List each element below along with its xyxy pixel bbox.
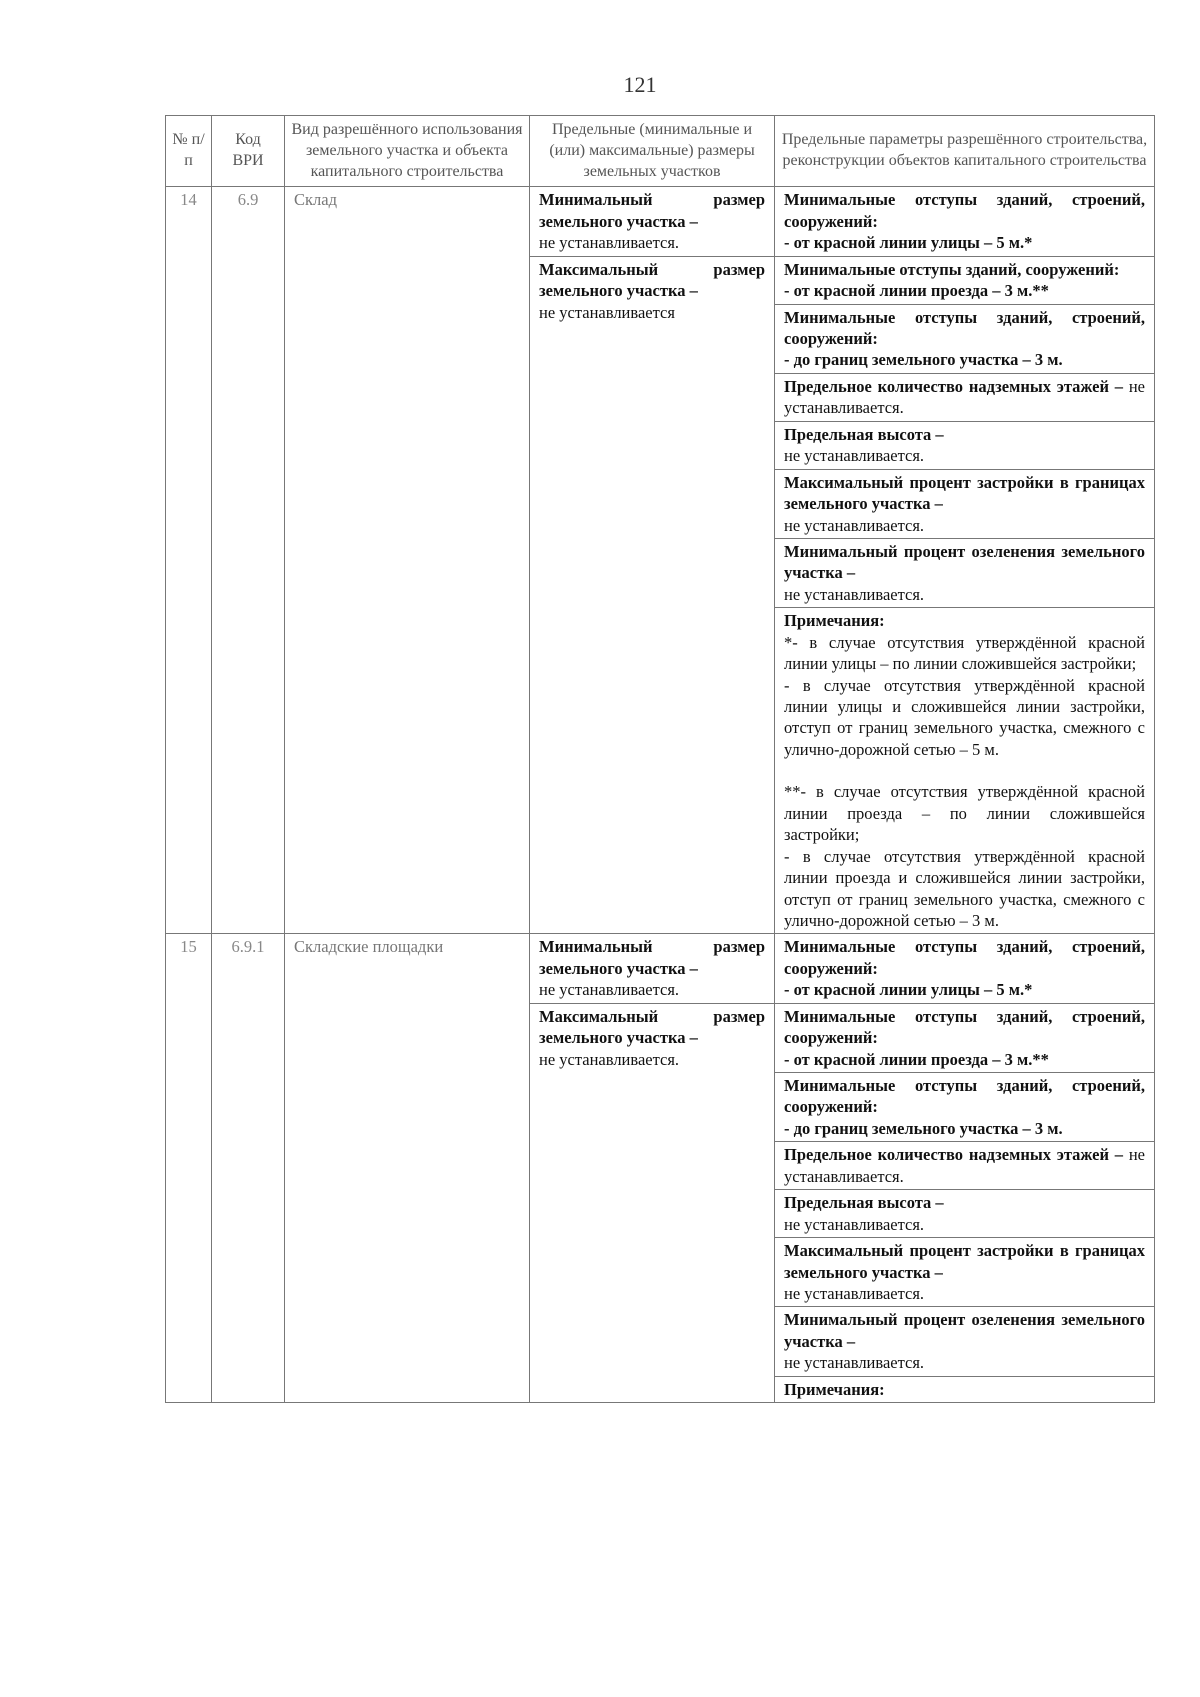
param-value: - до границ земельного участка – 3 м.: [784, 350, 1063, 370]
header-code: Код ВРИ: [212, 116, 285, 187]
param-value: не устанавливается.: [784, 446, 925, 466]
param-cell: [775, 1190, 1155, 1238]
param-label: Минимальный процент озеленения земельного участка –: [784, 541, 1145, 583]
size-value: не устанавливается.: [539, 980, 680, 1000]
row-kind: Склад: [285, 187, 530, 934]
param-value: не устанавливается.: [784, 1283, 925, 1303]
header-params: Предельные параметры разрешённого строительства, реконструкции объектов капитального строительства: [775, 116, 1155, 187]
param-value: не устанавливается.: [784, 1353, 925, 1373]
param-value: - до границ земельного участка – 3 м.: [784, 1118, 1063, 1138]
param-cell: [775, 256, 1155, 304]
size-cell: [530, 187, 775, 256]
size-cell: [530, 934, 775, 1003]
param-value: не устанавливается.: [784, 584, 925, 604]
notes-cell: [775, 1376, 1155, 1402]
note-paragraph: - в случае отсутствия утверждённой красной линии проезда и сложившейся линии застройки, отступ от границ земельного участка, смежного с улично-дорожной сетью – 3 м.: [784, 846, 1145, 930]
row-code: 6.9: [212, 187, 285, 934]
param-cell: [775, 373, 1155, 421]
header-size: Предельные (минимальные и (или) максимальные) размеры земельных участков: [530, 116, 775, 187]
size-value: не устанавливается: [539, 302, 675, 322]
note-paragraph: **- в случае отсутствия утверждённой красной линии проезда – по линии сложившейся застройки;: [784, 782, 1145, 845]
param-value: не устанавливается.: [784, 376, 1145, 418]
param-cell: [775, 421, 1155, 469]
param-cell: [775, 1142, 1155, 1190]
param-cell: [775, 469, 1155, 538]
param-cell: [775, 934, 1155, 1003]
notes-title: Примечания:: [784, 1379, 885, 1399]
row-kind: Складские площадки: [285, 934, 530, 1403]
notes-cell: [775, 608, 1155, 934]
size-label: Максимальный размер земельного участка –: [539, 259, 765, 301]
param-cell: [775, 1003, 1155, 1072]
row-code: 6.9.1: [212, 934, 285, 1403]
page-number: 121: [623, 72, 657, 97]
param-value: - от красной линии улицы – 5 м.*: [784, 233, 1033, 253]
header-kind: Вид разрешённого использования земельного участка и объекта капитального строительства: [285, 116, 530, 187]
size-label: Минимальный размер земельного участка –: [539, 190, 765, 231]
note-paragraph: - в случае отсутствия утверждённой красной линии улицы и сложившейся линии застройки, отступ от границ земельного участка, смежного с улично-дорожной сетью – 5 м.: [784, 675, 1145, 759]
regulations-table: [165, 115, 1155, 1403]
size-value: не устанавливается.: [539, 233, 680, 253]
param-value: - от красной линии проезда – 3 м.**: [784, 281, 1049, 301]
param-label: Максимальный процент застройки в границах земельного участка –: [784, 1241, 1145, 1282]
param-label: Минимальные отступы зданий, строений, сооружений:: [784, 307, 1145, 349]
row-num: 14: [166, 187, 212, 934]
param-value: - от красной линии улицы – 5 м.*: [784, 980, 1033, 1000]
param-value: не устанавливается.: [784, 1214, 925, 1234]
size-cell: [530, 1003, 775, 1402]
param-value: - от красной линии проезда – 3 м.**: [784, 1049, 1049, 1069]
size-label: Максимальный размер земельного участка –: [539, 1006, 765, 1048]
param-cell: [775, 1238, 1155, 1307]
param-label: Минимальные отступы зданий, строений, сооружений:: [784, 937, 1145, 978]
param-label: Минимальные отступы зданий, строений, сооружений:: [784, 1076, 1145, 1117]
notes-title: Примечания:: [784, 611, 885, 631]
param-label: Предельная высота –: [784, 424, 944, 444]
param-label: Минимальные отступы зданий, сооружений:: [784, 259, 1120, 279]
row-num: 15: [166, 934, 212, 1403]
param-value: не устанавливается.: [784, 1145, 1145, 1186]
param-label: Минимальный процент озеленения земельного участка –: [784, 1310, 1145, 1351]
table-row: [166, 187, 1155, 256]
param-cell: [775, 187, 1155, 256]
param-label: Предельная высота –: [784, 1193, 944, 1213]
param-cell: [775, 538, 1155, 607]
size-cell: [530, 256, 775, 934]
param-label: Предельное количество надземных этажей –: [784, 1145, 1124, 1165]
param-label: Минимальные отступы зданий, строений, сооружений:: [784, 1006, 1145, 1048]
table-header-row: [166, 116, 1155, 187]
param-cell: [775, 304, 1155, 373]
param-label: Минимальные отступы зданий, строений, сооружений:: [784, 190, 1145, 231]
param-label: Максимальный процент застройки в границах земельного участка –: [784, 472, 1145, 514]
size-label: Минимальный размер земельного участка –: [539, 937, 765, 978]
size-value: не устанавливается.: [539, 1049, 680, 1069]
param-label: Предельное количество надземных этажей –: [784, 376, 1124, 396]
header-num: № п/п: [166, 116, 212, 187]
param-cell: [775, 1073, 1155, 1142]
param-cell: [775, 1307, 1155, 1376]
note-paragraph: *- в случае отсутствия утверждённой красной линии улицы – по линии сложившейся застройки;: [784, 632, 1145, 674]
param-value: не устанавливается.: [784, 515, 925, 535]
table-row: [166, 934, 1155, 1003]
